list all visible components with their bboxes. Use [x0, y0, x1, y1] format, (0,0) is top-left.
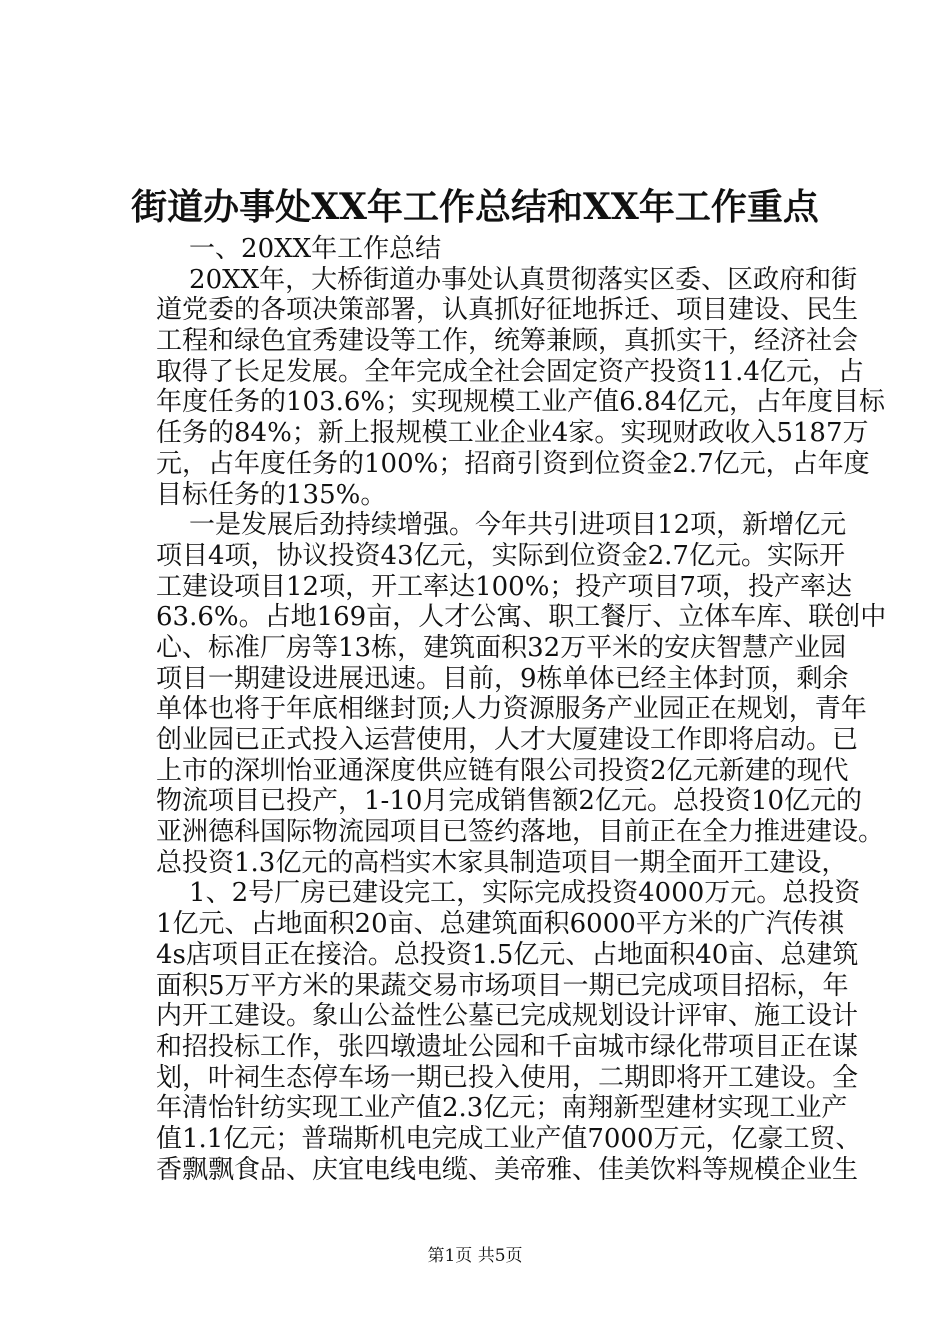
body-line: 任务的84%；新上报规模工业企业4家。实现财政收入5187万 — [156, 418, 869, 449]
body-line: 取得了长足发展。全年完成全社会固定资产投资11.4亿元，占 — [156, 356, 864, 387]
body-line: 面积5万平方米的果蔬交易市场项目一期已完成项目招标，年 — [156, 970, 849, 1001]
body-line: 内开工建设。象山公益性公墓已完成规划设计评审、施工设计 — [156, 1001, 859, 1032]
body-line: 值1.1亿元；普瑞斯机电完成工业产值7000万元，亿豪工贸、 — [156, 1123, 862, 1154]
body-line: 单体也将于年底相继封顶;人力资源服务产业园正在规划，青年 — [156, 694, 867, 725]
body-line: 道党委的各项决策部署，认真抓好征地拆迁、项目建设、民生 — [156, 295, 859, 326]
body-line: 工程和绿色宜秀建设等工作，统筹兼顾，真抓实干，经济社会 — [156, 326, 859, 357]
body-line: 亚洲德科国际物流园项目已签约落地，目前正在全力推进建设。 — [156, 817, 885, 848]
body-line: 物流项目已投产，1-10月完成销售额2亿元。总投资10亿元的 — [156, 786, 863, 817]
body-line: 元，占年度任务的100%；招商引资到位资金2.7亿元，占年度 — [156, 448, 870, 479]
body-line: 划，叶祠生态停车场一期已投入使用，二期即将开工建设。全 — [156, 1062, 859, 1093]
body-line: 上市的深圳怡亚通深度供应链有限公司投资2亿元新建的现代 — [156, 755, 849, 786]
body-line: 创业园已正式投入运营使用，人才大厦建设工作即将启动。已 — [156, 725, 859, 755]
body-line: 4s店项目正在接洽。总投资1.5亿元、占地面积40亩、总建筑 — [156, 939, 859, 970]
body-line: 和招投标工作，张四墩遗址公园和千亩城市绿化带项目正在谋 — [156, 1031, 859, 1062]
body-line: 项目4项，协议投资43亿元，实际到位资金2.7亿元。实际开 — [156, 540, 845, 571]
body-line: 目标任务的135%。 — [156, 479, 387, 510]
body-line: 年清怡针纺实现工业产值2.3亿元；南翔新型建材实现工业产 — [156, 1093, 848, 1124]
page-footer — [0, 1244, 950, 1268]
body-line: 一是发展后劲持续增强。今年共引进项目12项，新增亿元 — [156, 510, 847, 541]
body-line: 63.6%。占地169亩，人才公寓、职工餐厅、立体车库、联创中 — [156, 602, 887, 633]
document-body — [156, 234, 887, 1185]
body-line: 心、标准厂房等13栋，建筑面积32万平米的安庆智慧产业园 — [156, 632, 847, 663]
body-line: 1亿元、占地面积20亩、总建筑面积6000平方米的广汽传祺 — [156, 909, 844, 940]
body-line: 1、2号厂房已建设完工，实际完成投资4000万元。总投资 — [156, 878, 861, 909]
body-line: 20XX年，大桥街道办事处认真贯彻落实区委、区政府和街 — [156, 264, 858, 295]
body-line: 总投资1.3亿元的高档实木家具制造项目一期全面开工建设， — [156, 847, 848, 878]
document-title: 街道办事处XX年工作总结和XX年工作重点 — [131, 186, 819, 228]
body-line: 年度任务的103.6%；实现规模工业产值6.84亿元，占年度目标 — [156, 387, 886, 418]
body-line: 一、20XX年工作总结 — [156, 234, 442, 264]
body-line: 香飘飘食品、庆宜电线电缆、美帝雅、佳美饮料等规模企业生 — [156, 1154, 859, 1185]
body-line: 工建设项目12项，开工率达100%；投产项目7项，投产率达 — [156, 571, 852, 602]
page-indicator: 第1页 共5页 — [427, 1246, 523, 1266]
body-line: 项目一期建设进展迅速。目前，9栋单体已经主体封顶，剩余 — [156, 663, 849, 694]
